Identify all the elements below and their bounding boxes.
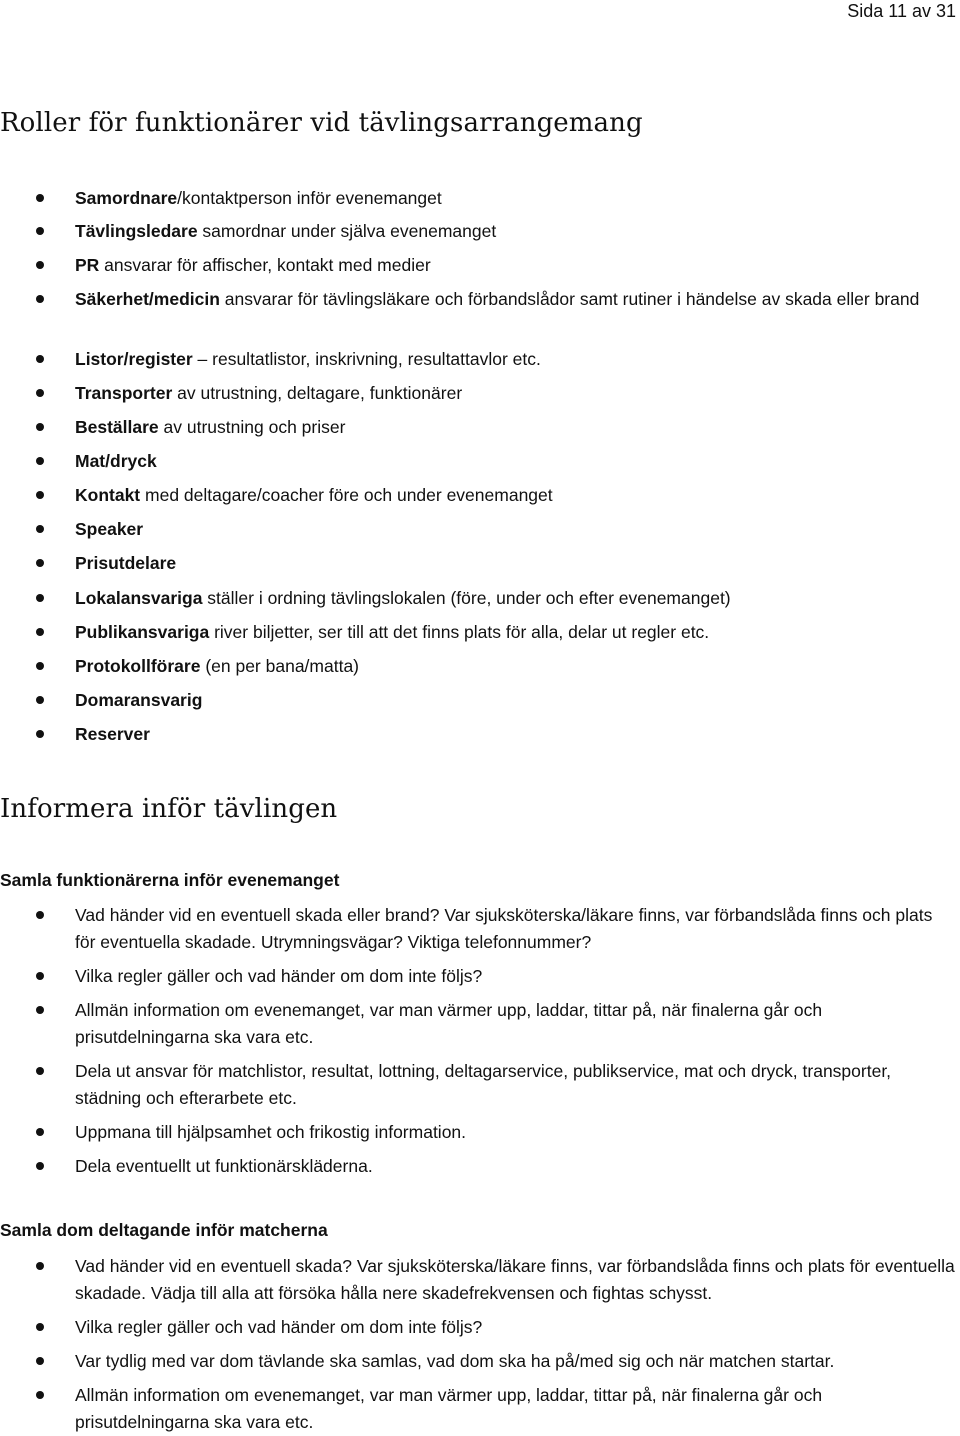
- section-title-informera: Informera inför tävlingen: [0, 794, 338, 824]
- bullet-icon: [36, 423, 44, 431]
- page-number: Sida 11 av 31: [847, 1, 956, 21]
- bullet-icon: [36, 295, 44, 303]
- role-description: ansvarar för affischer, kontakt med medier: [99, 255, 431, 275]
- role-description: river biljetter, ser till att det finns plats för alla, delar ut regler etc.: [209, 622, 710, 642]
- bullet-icon: [36, 355, 44, 363]
- role-name: Reserver: [75, 724, 150, 744]
- role-description: – resultatlistor, inskrivning, resultattavlor etc.: [192, 349, 541, 369]
- role-name: Samordnare: [75, 188, 178, 208]
- bullet-icon: [36, 696, 44, 704]
- bullet-icon: [36, 1262, 44, 1270]
- bullet-icon: [36, 911, 44, 919]
- bullet-icon: [36, 491, 44, 499]
- bullet-icon: [36, 662, 44, 670]
- role-name: Kontakt: [75, 485, 141, 505]
- role-description: ansvarar för tävlingsläkare och förbandslådor samt rutiner i händelse av skada eller brand: [219, 289, 920, 309]
- role-description: (en per bana/matta): [200, 656, 360, 676]
- bullet-icon: [36, 1357, 44, 1365]
- role-description: /kontaktperson inför evenemanget: [177, 188, 442, 208]
- role-name: Lokalansvariga: [75, 588, 203, 608]
- role-name: Publikansvariga: [75, 622, 210, 642]
- bullet-icon: [36, 1006, 44, 1014]
- role-name: PR: [75, 255, 100, 275]
- role-name: Tävlingsledare: [75, 221, 198, 241]
- bullet-icon: [36, 1128, 44, 1136]
- role-description: ställer i ordning tävlingslokalen (före, under och efter evenemanget): [202, 588, 731, 608]
- bullet-icon: [36, 1067, 44, 1075]
- role-name: Transporter: [75, 383, 173, 403]
- role-name: Listor/register: [75, 349, 193, 369]
- role-description: av utrustning och priser: [158, 417, 346, 437]
- subsection-title-deltagare: Samla dom deltagande inför matcherna: [0, 1220, 328, 1240]
- subsection-title-funktionarer: Samla funktionärerna inför evenemanget: [0, 870, 340, 890]
- bullet-icon: [36, 261, 44, 269]
- bullet-icon: [36, 194, 44, 202]
- bullet-icon: [36, 525, 44, 533]
- bullet-icon: [36, 730, 44, 738]
- role-name: Domaransvarig: [75, 690, 203, 710]
- bullet-icon: [36, 972, 44, 980]
- bullet-icon: [36, 1162, 44, 1170]
- role-description: samordnar under själva evenemanget: [197, 221, 497, 241]
- bullet-icon: [36, 389, 44, 397]
- bullet-icon: [36, 594, 44, 602]
- bullet-icon: [36, 559, 44, 567]
- bullet-icon: [36, 1391, 44, 1399]
- role-name: Speaker: [75, 519, 144, 539]
- role-name: Mat/dryck: [75, 451, 157, 471]
- bullet-icon: [36, 1323, 44, 1331]
- bullet-icon: [36, 457, 44, 465]
- role-description: med deltagare/coacher före och under evenemanget: [140, 485, 553, 505]
- section-title-roller: Roller för funktionärer vid tävlingsarrangemang: [0, 108, 643, 138]
- role-name: Protokollförare: [75, 656, 201, 676]
- role-name: Prisutdelare: [75, 553, 177, 573]
- role-name: Säkerhet/medicin: [75, 289, 220, 309]
- role-description: av utrustning, deltagare, funktionärer: [172, 383, 463, 403]
- bullet-icon: [36, 628, 44, 636]
- bullet-icon: [36, 227, 44, 235]
- role-name: Beställare: [75, 417, 159, 437]
